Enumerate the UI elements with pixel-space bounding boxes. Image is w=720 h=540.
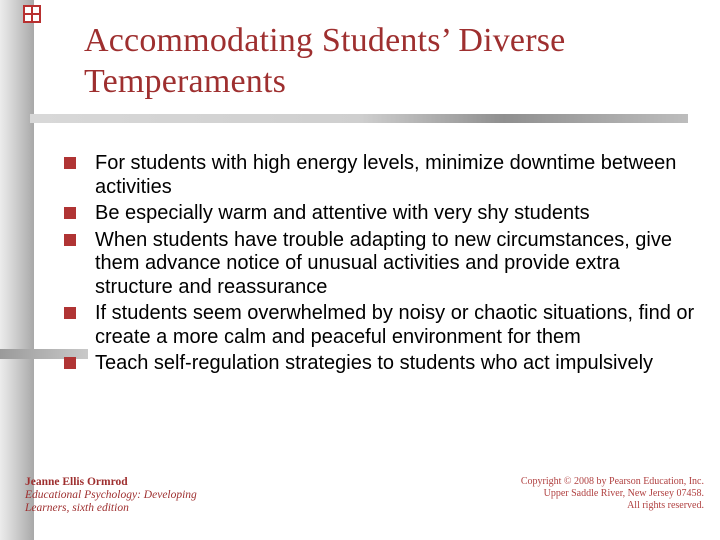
bullet-square-icon	[64, 357, 76, 369]
page-title: Accommodating Students’ Diverse Temperaments	[84, 22, 566, 101]
bullet-text: When students have trouble adapting to new circumstances, give them advance notice of unusual activities and provide extra structure and reassurance	[95, 228, 672, 298]
footer-author: Jeanne Ellis Ormrod	[25, 476, 128, 488]
list-item	[64, 302, 700, 349]
bullet-text: Teach self-regulation strategies to students who act impulsively	[95, 352, 654, 374]
copyright-line-1: Copyright © 2008 by Pearson Education, Inc.	[520, 476, 704, 487]
list-item	[64, 352, 700, 376]
list-item	[64, 202, 700, 226]
footer-copyright	[444, 476, 704, 512]
bullet-square-icon	[64, 157, 76, 169]
footer-attribution	[25, 476, 210, 515]
bullet-text: Be especially warm and attentive with very shy students	[95, 202, 590, 224]
bullet-square-icon	[64, 307, 76, 319]
list-item	[64, 229, 700, 300]
bullet-list	[64, 152, 700, 379]
bullet-square-icon	[64, 207, 76, 219]
footer-book-title: Educational Psychology: Developing Learners, sixth edition	[25, 489, 197, 514]
bullet-text: For students with high energy levels, minimize downtime between activities	[95, 152, 677, 198]
window-logo-icon	[23, 5, 41, 23]
bullet-text: If students seem overwhelmed by noisy or chaotic situations, find or create a more calm and peaceful environment for them	[95, 302, 695, 348]
copyright-line-2: Upper Saddle River, New Jersey 07458.	[543, 488, 704, 499]
copyright-line-3: All rights reserved.	[627, 500, 704, 511]
left-template-bar	[0, 0, 34, 540]
bullet-square-icon	[64, 234, 76, 246]
title-underline	[30, 114, 688, 123]
list-item	[64, 152, 700, 199]
